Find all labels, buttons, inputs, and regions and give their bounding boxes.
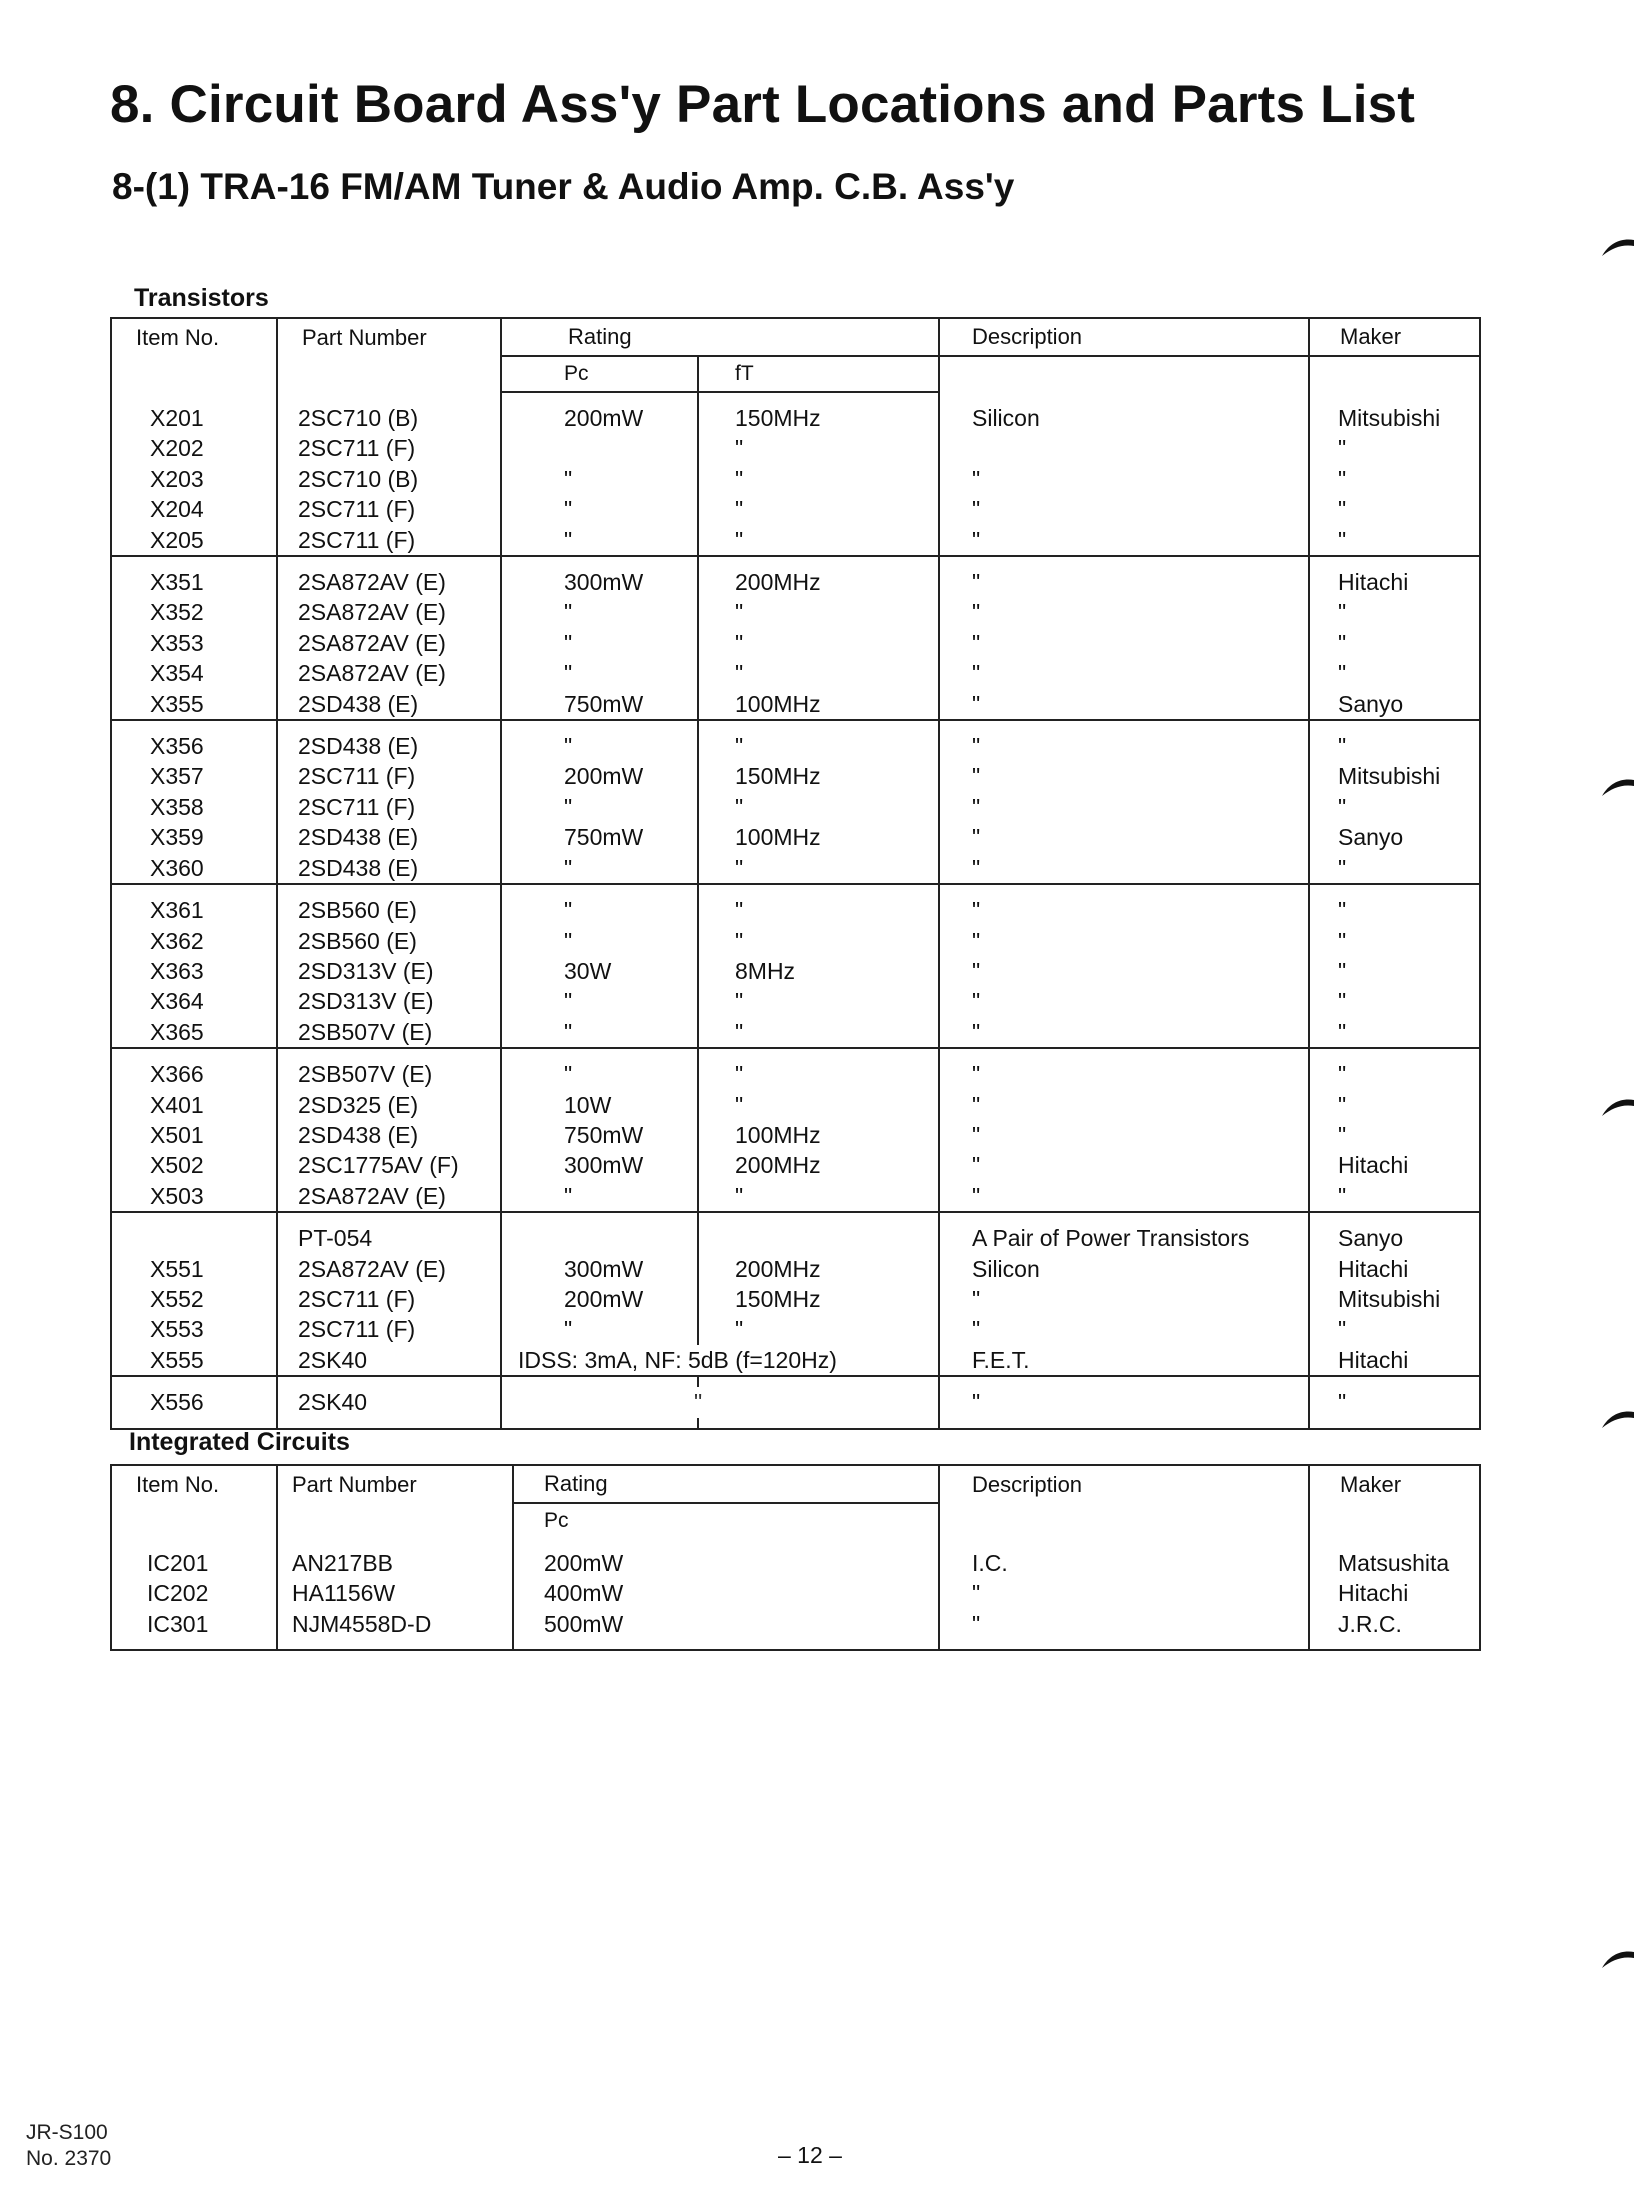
transistors-table [110, 317, 1481, 1430]
maker-cell: Hitachi [1338, 1255, 1409, 1282]
page-title: 8. Circuit Board Ass'y Part Locations and Parts List [110, 75, 1416, 134]
table-row [111, 494, 1480, 524]
pc-cell: 500mW [513, 1609, 939, 1639]
item-no-cell: X203 [111, 464, 277, 494]
pc-cell: " [501, 464, 698, 494]
part-number-cell: 2SD438 (E) [277, 822, 501, 852]
item-no-cell: X501 [111, 1120, 277, 1150]
table-row [111, 895, 1480, 925]
maker-cell: Mitsubishi [1338, 1285, 1441, 1312]
description-cell: " [939, 658, 1309, 688]
item-no-cell: X553 [111, 1314, 277, 1344]
table-row [111, 1548, 1480, 1578]
description-cell: " [939, 1017, 1309, 1048]
maker-cell: J.R.C. [1338, 1610, 1402, 1637]
part-number-cell: 2SA872AV (E) [277, 597, 501, 627]
pc-cell: 10W [501, 1090, 698, 1120]
maker-cell: Hitachi [1338, 1152, 1409, 1179]
table-row [111, 628, 1480, 658]
table-row [111, 1345, 1480, 1376]
description-cell: " [939, 1059, 1309, 1089]
table-row [111, 567, 1480, 597]
description-cell: " [939, 792, 1309, 822]
maker-cell: Mitsubishi [1338, 763, 1441, 790]
description-cell: " [939, 895, 1309, 925]
table-row [111, 956, 1480, 986]
part-number-cell: 2SC711 (F) [277, 525, 501, 556]
pc-cell: 300mW [501, 567, 698, 597]
item-no-cell: X363 [111, 956, 277, 986]
part-number-cell: 2SB507V (E) [277, 1059, 501, 1089]
description-cell: " [939, 986, 1309, 1016]
table-row [111, 792, 1480, 822]
description-cell: " [939, 1314, 1309, 1344]
part-number-cell: 2SC710 (B) [277, 403, 501, 433]
item-no-cell [111, 1223, 277, 1253]
maker-cell: " [1338, 1091, 1347, 1118]
description-cell: " [939, 1181, 1309, 1212]
ft-cell: " [698, 433, 939, 463]
binder-tab-mark [1600, 232, 1634, 262]
item-no-cell: X360 [111, 853, 277, 884]
table-row [111, 1314, 1480, 1344]
pc-cell: " [501, 628, 698, 658]
ft-cell: " [698, 464, 939, 494]
item-no-cell: X355 [111, 689, 277, 720]
ft-cell: " [698, 1017, 939, 1048]
item-no-cell: X357 [111, 761, 277, 791]
pc-cell: " [501, 1181, 698, 1212]
maker-cell: " [1338, 1389, 1347, 1416]
pc-cell: " [501, 895, 698, 925]
ft-cell: " [698, 525, 939, 556]
pc-cell: " [501, 926, 698, 956]
part-number-cell: 2SB560 (E) [277, 895, 501, 925]
maker-cell: " [1338, 629, 1347, 656]
pc-cell: 750mW [501, 689, 698, 720]
part-number-cell: 2SC1775AV (F) [277, 1150, 501, 1180]
table-row [111, 1181, 1480, 1212]
ft-cell: " [698, 658, 939, 688]
description-cell: " [939, 956, 1309, 986]
item-no-cell: X205 [111, 525, 277, 556]
pc-cell: " [501, 1059, 698, 1089]
part-number-cell: 2SA872AV (E) [277, 1181, 501, 1212]
table-row [111, 525, 1480, 556]
part-number-cell: 2SC711 (F) [277, 792, 501, 822]
pc-cell: " [501, 525, 698, 556]
item-no-cell: X366 [111, 1059, 277, 1089]
item-no-cell: X555 [111, 1345, 277, 1376]
item-no-cell: X202 [111, 433, 277, 463]
part-number-cell: 2SD438 (E) [277, 1120, 501, 1150]
table-row [111, 926, 1480, 956]
ic-header-pc: Pc [513, 1503, 939, 1538]
description-cell: " [939, 731, 1309, 761]
binder-tab-mark [1600, 1404, 1634, 1434]
header-item-no: Item No. [111, 318, 277, 356]
pc-cell [501, 433, 698, 463]
ft-cell: 200MHz [698, 1150, 939, 1180]
header-pc: Pc [501, 356, 698, 392]
item-no-cell: X503 [111, 1181, 277, 1212]
description-cell: " [939, 525, 1309, 556]
part-number-cell: 2SC711 (F) [277, 494, 501, 524]
binder-tab-mark [1600, 1092, 1634, 1122]
part-number-cell: HA1156W [277, 1578, 513, 1608]
maker-cell: " [1338, 435, 1347, 462]
pc-cell: 300mW [501, 1254, 698, 1284]
maker-cell: " [1338, 897, 1347, 924]
item-no-cell: X351 [111, 567, 277, 597]
item-no-cell: X365 [111, 1017, 277, 1048]
table-row [111, 1059, 1480, 1089]
maker-cell: " [1338, 526, 1347, 553]
ft-cell: " [698, 731, 939, 761]
part-number-cell: 2SB507V (E) [277, 1017, 501, 1048]
table-row [111, 433, 1480, 463]
ft-cell: 8MHz [698, 956, 939, 986]
description-cell: " [939, 1120, 1309, 1150]
ft-cell: " [698, 597, 939, 627]
part-number-cell: 2SC711 (F) [277, 1314, 501, 1344]
table-row [111, 597, 1480, 627]
part-number-cell: 2SC711 (F) [277, 761, 501, 791]
maker-cell: Mitsubishi [1338, 405, 1441, 431]
ft-cell: 100MHz [698, 822, 939, 852]
ft-cell: 100MHz [698, 1120, 939, 1150]
pc-cell: " [501, 494, 698, 524]
maker-cell: " [1338, 465, 1347, 492]
pc-cell: " [501, 986, 698, 1016]
maker-cell: " [1338, 957, 1347, 984]
maker-cell: " [1338, 1018, 1347, 1045]
item-no-cell: X353 [111, 628, 277, 658]
part-number-cell: AN217BB [277, 1548, 513, 1578]
table-row [111, 1150, 1480, 1180]
description-cell: " [939, 628, 1309, 658]
description-cell: " [939, 926, 1309, 956]
ft-cell [698, 1223, 939, 1253]
ft-cell: " [698, 792, 939, 822]
description-cell: " [939, 494, 1309, 524]
table-row [111, 1284, 1480, 1314]
item-no-cell: X401 [111, 1090, 277, 1120]
table-row [111, 761, 1480, 791]
item-no-cell: X204 [111, 494, 277, 524]
maker-cell: " [1338, 927, 1347, 954]
pc-cell: " [501, 1314, 698, 1344]
ft-cell: " [698, 895, 939, 925]
footer-model: JR-S100 [26, 2121, 108, 2144]
ft-cell: 150MHz [698, 403, 939, 433]
description-cell: " [939, 853, 1309, 884]
description-cell: " [939, 822, 1309, 852]
ft-cell: 200MHz [698, 567, 939, 597]
description-cell: " [939, 689, 1309, 720]
maker-cell: Sanyo [1338, 690, 1404, 717]
ic-header-item-no: Item No. [111, 1465, 277, 1503]
part-number-cell: 2SA872AV (E) [277, 628, 501, 658]
part-number-cell: 2SD438 (E) [277, 731, 501, 761]
description-cell: " [939, 464, 1309, 494]
description-cell: " [939, 1609, 1309, 1639]
part-number-cell: 2SD313V (E) [277, 986, 501, 1016]
item-no-cell: X201 [111, 403, 277, 433]
ft-cell: 100MHz [698, 689, 939, 720]
item-no-cell: X356 [111, 731, 277, 761]
maker-cell: " [1338, 1061, 1347, 1088]
part-number-cell: 2SD438 (E) [277, 853, 501, 884]
table-row [111, 1254, 1480, 1284]
table-row [111, 1120, 1480, 1150]
table-row [111, 1017, 1480, 1048]
maker-cell: " [1338, 1121, 1347, 1148]
pc-cell: " [501, 597, 698, 627]
ft-cell: " [698, 1181, 939, 1212]
table-row [111, 986, 1480, 1016]
maker-cell: Matsushita [1338, 1550, 1450, 1576]
ft-cell: " [698, 853, 939, 884]
table-row [111, 658, 1480, 688]
item-no-cell: X551 [111, 1254, 277, 1284]
rating-cell: " [501, 1387, 939, 1417]
pc-cell: 300mW [501, 1150, 698, 1180]
binder-tab-mark [1600, 1944, 1634, 1974]
pc-cell: 30W [501, 956, 698, 986]
ic-header-description: Description [939, 1465, 1309, 1503]
ft-cell: " [698, 986, 939, 1016]
description-cell: " [939, 1284, 1309, 1314]
ic-header-part-number: Part Number [277, 1465, 513, 1503]
description-cell: " [939, 761, 1309, 791]
ic-table [110, 1464, 1481, 1651]
maker-cell: Hitachi [1338, 1580, 1409, 1607]
rating-cell: IDSS: 3mA, NF: 5dB (f=120Hz) [501, 1345, 939, 1376]
table-row [111, 403, 1480, 433]
item-no-cell: IC201 [111, 1548, 277, 1578]
transistors-caption: Transistors [134, 284, 269, 312]
table-row [111, 822, 1480, 852]
table-row [111, 853, 1480, 884]
part-number-cell: 2SD438 (E) [277, 689, 501, 720]
description-cell: F.E.T. [939, 1345, 1309, 1376]
part-number-cell: 2SA872AV (E) [277, 658, 501, 688]
table-row [111, 1387, 1480, 1417]
pc-cell: " [501, 658, 698, 688]
pc-cell: 200mW [501, 1284, 698, 1314]
footer-doc-no: No. 2370 [26, 2147, 112, 2170]
table-row [111, 1223, 1480, 1253]
table-row [111, 689, 1480, 720]
table-row [111, 731, 1480, 761]
pc-cell [501, 1223, 698, 1253]
ft-cell: " [698, 494, 939, 524]
pc-cell: 200mW [501, 761, 698, 791]
part-number-cell: 2SK40 [277, 1387, 501, 1417]
table-row [111, 464, 1480, 494]
table-row [111, 1578, 1480, 1608]
item-no-cell: X552 [111, 1284, 277, 1314]
pc-cell: 750mW [501, 822, 698, 852]
item-no-cell: X362 [111, 926, 277, 956]
description-cell: " [939, 1090, 1309, 1120]
ft-cell: " [698, 1314, 939, 1344]
header-rating: Rating [501, 318, 939, 356]
maker-cell: " [1338, 793, 1347, 820]
part-number-cell: 2SC710 (B) [277, 464, 501, 494]
pc-cell: 400mW [513, 1578, 939, 1608]
item-no-cell: X502 [111, 1150, 277, 1180]
part-number-cell: 2SA872AV (E) [277, 1254, 501, 1284]
part-number-cell: 2SC711 (F) [277, 1284, 501, 1314]
part-number-cell: 2SB560 (E) [277, 926, 501, 956]
maker-cell: " [1338, 1182, 1347, 1209]
item-no-cell: X556 [111, 1387, 277, 1417]
maker-cell: Hitachi [1338, 569, 1409, 596]
description-cell: I.C. [939, 1548, 1309, 1578]
maker-cell: " [1338, 854, 1347, 881]
item-no-cell: X352 [111, 597, 277, 627]
maker-cell: Hitachi [1338, 1346, 1409, 1373]
binder-tab-mark [1600, 772, 1634, 802]
part-number-cell: 2SK40 [277, 1345, 501, 1376]
header-ft: fT [698, 356, 939, 392]
pc-cell: 750mW [501, 1120, 698, 1150]
part-number-cell: 2SA872AV (E) [277, 567, 501, 597]
pc-cell: 200mW [501, 403, 698, 433]
ft-cell: 150MHz [698, 761, 939, 791]
item-no-cell: X361 [111, 895, 277, 925]
footer-code [26, 2120, 111, 2172]
item-no-cell: X359 [111, 822, 277, 852]
maker-cell: Sanyo [1338, 824, 1404, 851]
ft-cell: " [698, 926, 939, 956]
description-cell: " [939, 567, 1309, 597]
table-row [111, 1090, 1480, 1120]
part-number-cell: PT-054 [277, 1223, 501, 1253]
maker-cell: " [1338, 988, 1347, 1015]
description-cell: " [939, 1578, 1309, 1608]
ft-cell: " [698, 1090, 939, 1120]
maker-cell: " [1338, 660, 1347, 687]
item-no-cell: IC301 [111, 1609, 277, 1639]
maker-cell: " [1338, 496, 1347, 523]
pc-cell: " [501, 792, 698, 822]
maker-cell: " [1338, 1316, 1347, 1343]
description-cell: A Pair of Power Transistors [939, 1223, 1309, 1253]
description-cell: Silicon [939, 1254, 1309, 1284]
page-number: – 12 – [778, 2142, 842, 2168]
item-no-cell: X358 [111, 792, 277, 822]
description-cell: " [939, 1387, 1309, 1417]
item-no-cell: X354 [111, 658, 277, 688]
maker-cell: Sanyo [1338, 1225, 1404, 1252]
part-number-cell: 2SD325 (E) [277, 1090, 501, 1120]
description-cell: Silicon [939, 403, 1309, 433]
part-number-cell: 2SC711 (F) [277, 433, 501, 463]
ic-header-maker: Maker [1340, 1471, 1402, 1497]
maker-cell: " [1338, 733, 1347, 760]
ft-cell: 150MHz [698, 1284, 939, 1314]
description-cell: " [939, 1150, 1309, 1180]
ic-header-rating: Rating [513, 1465, 939, 1503]
section-subtitle: 8-(1) TRA-16 FM/AM Tuner & Audio Amp. C.B. Ass'y [112, 166, 1015, 207]
ft-cell: " [698, 1059, 939, 1089]
description-cell [939, 433, 1309, 463]
maker-cell: " [1338, 599, 1347, 626]
header-part-number: Part Number [277, 318, 501, 356]
item-no-cell: IC202 [111, 1578, 277, 1608]
pc-cell: " [501, 853, 698, 884]
description-cell: " [939, 597, 1309, 627]
part-number-cell: 2SD313V (E) [277, 956, 501, 986]
pc-cell: " [501, 731, 698, 761]
table-row [111, 1609, 1480, 1639]
header-maker: Maker [1309, 318, 1480, 356]
item-no-cell: X364 [111, 986, 277, 1016]
ft-cell: 200MHz [698, 1254, 939, 1284]
ft-cell: " [698, 628, 939, 658]
header-description: Description [939, 318, 1309, 356]
part-number-cell: NJM4558D-D [277, 1609, 513, 1639]
pc-cell: 200mW [513, 1548, 939, 1578]
pc-cell: " [501, 1017, 698, 1048]
ic-caption: Integrated Circuits [129, 1428, 350, 1456]
